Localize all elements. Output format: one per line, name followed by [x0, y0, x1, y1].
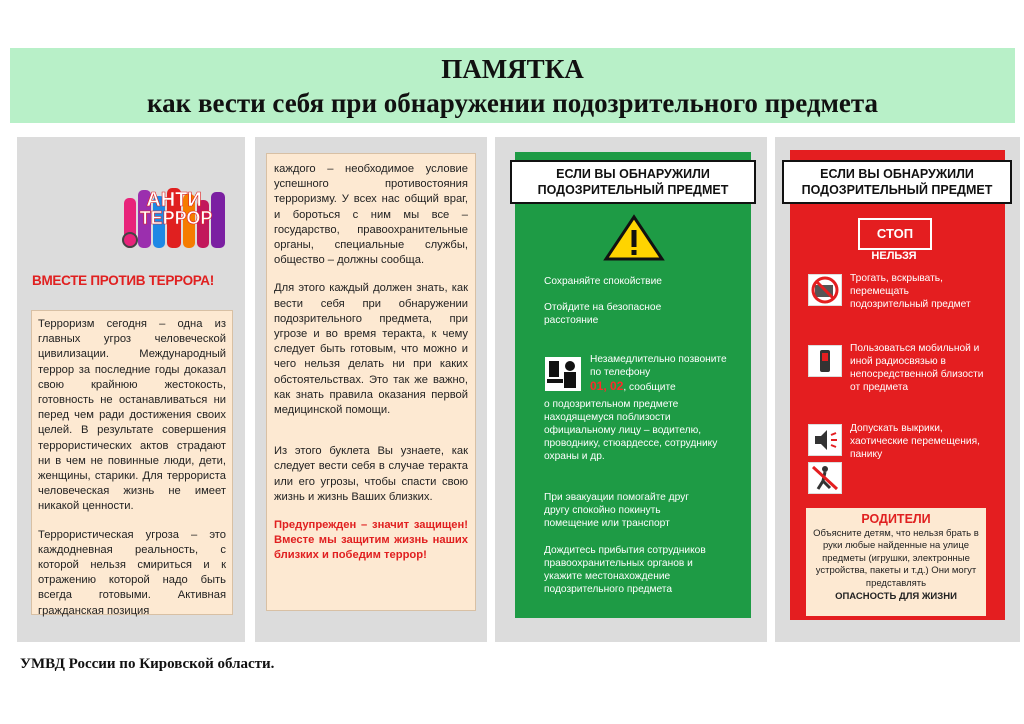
parents-danger: ОПАСНОСТЬ ДЛЯ ЖИЗНИ: [835, 591, 957, 602]
page-subtitle: как вести себя при обнаружении подозрительного предмета: [146, 88, 878, 118]
no-shouting-icon: [808, 424, 842, 456]
intro-paragraph-2: Террористическая угроза – это каждодневная реальность, с которой нельзя смириться и к отражению которой надо быть всегда готовыми. Активная гражданская позиция: [38, 528, 226, 617]
stop-sign: СТОП: [858, 218, 932, 250]
instruction-evacuation: При эвакуации помогайте друг другу спокойно покинуть помещение или транспорт: [544, 492, 689, 529]
rule-no-touch: Трогать, вскрывать, перемещать подозрительный предмет: [850, 273, 971, 310]
instruction-wait-police: Дождитесь прибытия сотрудников правоохранительных органов и укажите местонахождение подозрительного предмета: [544, 545, 706, 595]
phone-call-icon: [545, 357, 581, 391]
green-banner-heading: ЕСЛИ ВЫ ОБНАРУЖИЛИ ПОДОЗРИТЕЛЬНЫЙ ПРЕДМЕТ: [510, 160, 756, 204]
instruction-calm: Сохраняйте спокойствие: [544, 276, 662, 287]
rule-no-radio: Пользоваться мобильной и иной радиосвязью в непосредственной близости от предмета: [850, 343, 984, 393]
intro-text-box: [31, 310, 233, 615]
parents-text: Объясните детям, что нельзя брать в руки любые найденные на улице предметы (игрушки, электронные устройства, пакеты и т.д.) Они могут представлять: [813, 527, 979, 589]
red-banner-heading: ЕСЛИ ВЫ ОБНАРУЖИЛИ ПОДОЗРИТЕЛЬНЫЙ ПРЕДМЕТ: [782, 160, 1012, 204]
antiterror-logo: [118, 180, 236, 258]
header-banner: [10, 48, 1015, 123]
continuation-paragraph-3: Из этого буклета Вы узнаете, как следует вести себя в случае теракта или его угрозы, чтобы спасти свою жизнь и жизнь Ваших близких.: [274, 445, 468, 503]
no-running-icon: [808, 462, 842, 494]
rule-no-panic: Допускать выкрики, хаотические перемещения, панику: [850, 423, 980, 460]
instruction-call-part1: Незамедлительно позвоните по телефону: [590, 354, 727, 378]
intro-paragraph-1: Терроризм сегодня – одна из главных угроз человеческой цивилизации. Международный террор за последние годы доказал свою крайнюю жестокость, готовность не останавливаться ни перед чем ради достижения своих целей. В результате совершения террористических актов страдают ни в чем не повинные люди, дети, женщины, старики. Для террориста человеческая жизнь не имеет никакой ценности.: [38, 318, 226, 513]
warning-slogan: Предупрежден – значит защищен! Вместе мы защитим жизнь наших близких и победим террор!: [274, 519, 468, 562]
no-phone-icon: [808, 345, 842, 377]
no-touch-icon: [808, 274, 842, 306]
footer-organization: УМВД России по Кировской области.: [20, 656, 275, 672]
continuation-paragraph-2: Для этого каждый должен знать, как вести себя при обнаружении подозрительного предмета, при угрозе и во время теракта, к чему следует быть готовым, что можно и чего нельзя делать ни при каких обстоятельствах. Это так же важно, как знать правила оказания первой медицинской помощи.: [274, 282, 468, 417]
warning-triangle-icon: [603, 214, 665, 262]
page-title: ПАМЯТКА: [441, 54, 584, 84]
continuation-paragraph-1: каждого – необходимое условие успешного противостояния терроризму. У всех нас общий враг, и бороться с ним мы все – государство, правоохранительные органы, специальные службы, общество – должны сообща.: [274, 163, 468, 267]
instruction-call-part2: , сообщите: [623, 382, 676, 393]
instruction-distance: Отойдите на безопасное расстояние: [544, 302, 662, 326]
logo-text-anti: АНТИ: [146, 189, 202, 211]
together-slogan: ВМЕСТЕ ПРОТИВ ТЕРРОРА!: [32, 273, 214, 288]
emergency-phone-numbers: 01, 02: [590, 379, 624, 393]
logo-text-terror: ТЕРРОР: [139, 208, 213, 228]
forbidden-heading: НЕЛЬЗЯ: [871, 250, 917, 262]
parents-heading: РОДИТЕЛИ: [861, 512, 931, 526]
instruction-call-line: [590, 380, 740, 394]
continuation-text-box: [266, 153, 476, 611]
parents-notice: [806, 508, 986, 616]
instruction-report: о подозрительном предмете находящемуся поблизости официальному лицу – водителю, проводнику, стюардессе, сотруднику охраны и др.: [544, 399, 718, 462]
